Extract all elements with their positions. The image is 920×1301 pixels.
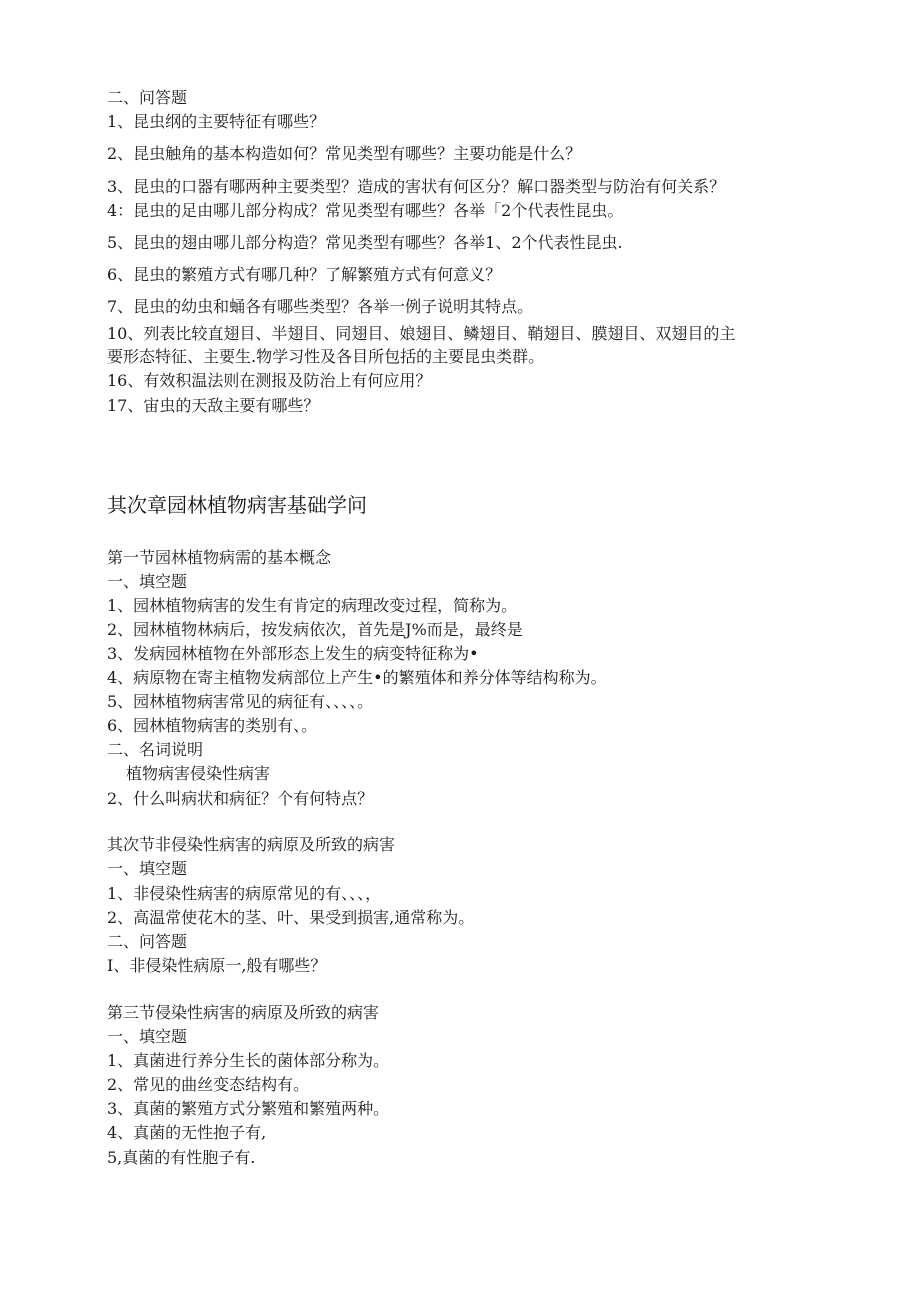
question-1: 1、昆虫纲的主要特征有哪些？ — [107, 112, 326, 131]
section-3-fill-item: 1、真菌进行养分生长的菌体部分称为。 — [107, 1051, 390, 1070]
section-1-fill-item: 3、发病园林植物在外部形态上发生的病变特征称为• — [107, 644, 479, 663]
section-1-fill-item: 1、园林植物病害的发生有肯定的病理改变过程，简称为。 — [107, 596, 518, 615]
section-2-fill-item: 2、高温常使花木的茎、叶、果受到损害,通常称为。 — [107, 908, 475, 927]
question-6: 6、昆虫的繁殖方式有哪几种？了解繁殖方式有何意义？ — [107, 265, 502, 284]
section-1-term-line: 植物病害侵染性病害 — [126, 764, 271, 783]
section-3-fill-item: 2、常见的曲丝变态结构有。 — [107, 1075, 310, 1094]
question-3: 3、昆虫的口器有哪两种主要类型？造成的害状有何区分？解口器类型与防治有何关系？ — [107, 177, 726, 196]
section-1-fill-item: 6、园林植物病害的类别有、。 — [107, 716, 318, 735]
question-10-continued: 要形态特征、主要生.物学习性及各目所包括的主要昆虫类群。 — [107, 347, 545, 366]
section-1-fill-item: 2、园林植物林病后，按发病依次，首先是J%而是，最终是 — [107, 620, 523, 639]
section-1-fill-item: 4、病原物在寄主植物发病部位上产生•的繁殖体和养分体等结构称为。 — [107, 668, 607, 687]
section-3-fill-heading: 一、填空题 — [107, 1027, 188, 1046]
question-5: 5、昆虫的翅由哪儿部分构造？常见类型有哪些？各举1、2个代表性昆虫. — [107, 233, 623, 252]
section-1-fill-heading: 一、填空题 — [107, 572, 188, 591]
question-16: 16、有效积温法则在测报及防治上有何应用？ — [107, 371, 432, 390]
section-2-title: 其次节非侵染性病害的病原及所致的病害 — [107, 835, 396, 854]
section-1-title: 第一节园林植物病需的基本概念 — [107, 548, 332, 567]
section-1-term-heading: 二、名词说明 — [107, 740, 204, 759]
question-10: 10、列表比较直翅目、半翅目、同翅目、娘翅目、鳞翅目、鞘翅目、膜翅目、双翅目的主 — [107, 324, 736, 343]
section-3-fill-item: 4、真菌的无性抱子有, — [107, 1123, 267, 1142]
section-1-fill-item: 5、园林植物病害常见的病征有、、、、。 — [107, 692, 374, 711]
section-3-fill-item: 5,真菌的有性胞子有. — [107, 1148, 256, 1167]
section-2-qa-heading: 二、问答题 — [107, 932, 188, 951]
section-1-term-question: 2、什么叫病状和病征？个有何特点？ — [107, 789, 374, 808]
section-3-fill-item: 3、真菌的繁殖方式分繁殖和繁殖两种。 — [107, 1099, 390, 1118]
question-7: 7、昆虫的幼虫和蛹各有哪些类型？各举一例子说明其特点。 — [107, 297, 534, 316]
section-3-title: 第三节侵染性病害的病原及所致的病害 — [107, 1003, 380, 1022]
section-2-fill-heading: 一、填空题 — [107, 859, 188, 878]
qa-heading: 二、问答题 — [107, 88, 188, 107]
chapter-title: 其次章园林植物病害基础学问 — [107, 493, 367, 517]
question-2: 2、昆虫触角的基本构造如何？常见类型有哪些？主要功能是什么？ — [107, 144, 582, 163]
section-2-fill-item: 1、非侵染性病害的病原常见的有、、、， — [107, 884, 382, 903]
question-4: 4：昆虫的足由哪儿部分构成？常见类型有哪些？各举「2个代表性昆虫。 — [107, 201, 624, 220]
section-2-qa-item: I、非侵染性病原一,般有哪些？ — [107, 956, 327, 975]
question-17: 17、宙虫的天敌主要有哪些？ — [107, 396, 320, 415]
